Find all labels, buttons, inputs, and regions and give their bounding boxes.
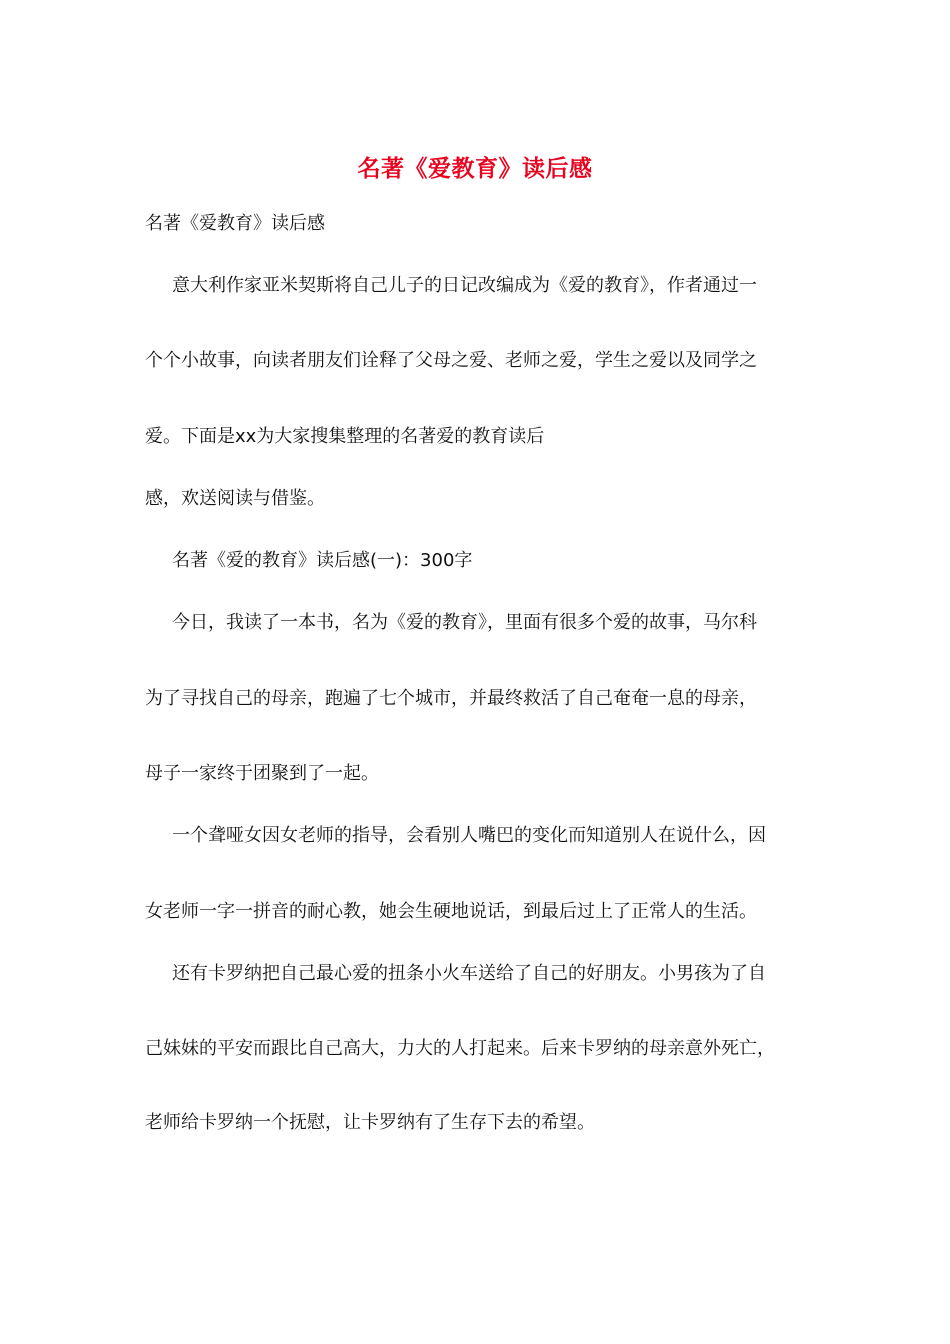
paragraph-line: 女老师一字一拼音的耐心教，她会生硬地说话，到最后过上了正常人的生活。 [145, 901, 757, 922]
paragraph-line: 老师给卡罗纳一个抚慰，让卡罗纳有了生存下去的希望。 [145, 1112, 595, 1133]
paragraph-line: 还有卡罗纳把自己最心爱的扭条小火车送给了自己的好朋友。小男孩为了自 [172, 963, 766, 984]
paragraph-line: 一个聋哑女因女老师的指导，会看别人嘴巴的变化而知道别人在说什么，因 [172, 825, 766, 846]
section-heading: 名著《爱的教育》读后感(一)：300字 [172, 550, 473, 571]
paragraph-line: 为了寻找自己的母亲，跑遍了七个城市，并最终救活了自己奄奄一息的母亲， [145, 688, 757, 709]
paragraph-line: 个个小故事，向读者朋友们诠释了父母之爱、老师之爱，学生之爱以及同学之 [145, 350, 757, 371]
document-subtitle: 名著《爱教育》读后感 [145, 213, 325, 234]
paragraph-line: 己妹妹的平安而跟比自己高大，力大的人打起来。后来卡罗纳的母亲意外死亡， [145, 1038, 775, 1059]
paragraph-line: 母子一家终于团聚到了一起。 [145, 763, 379, 784]
document-title: 名著《爱教育》读后感 [357, 155, 593, 182]
paragraph-line: 爱。下面是xx为大家搜集整理的名著爱的教育读后 [145, 426, 545, 447]
paragraph-line: 今日，我读了一本书，名为《爱的教育》，里面有很多个爱的故事，马尔科 [172, 612, 757, 633]
paragraph-line: 意大利作家亚米契斯将自己儿子的日记改编成为《爱的教育》，作者通过一 [172, 275, 757, 296]
paragraph-line: 感，欢送阅读与借鉴。 [145, 488, 325, 509]
